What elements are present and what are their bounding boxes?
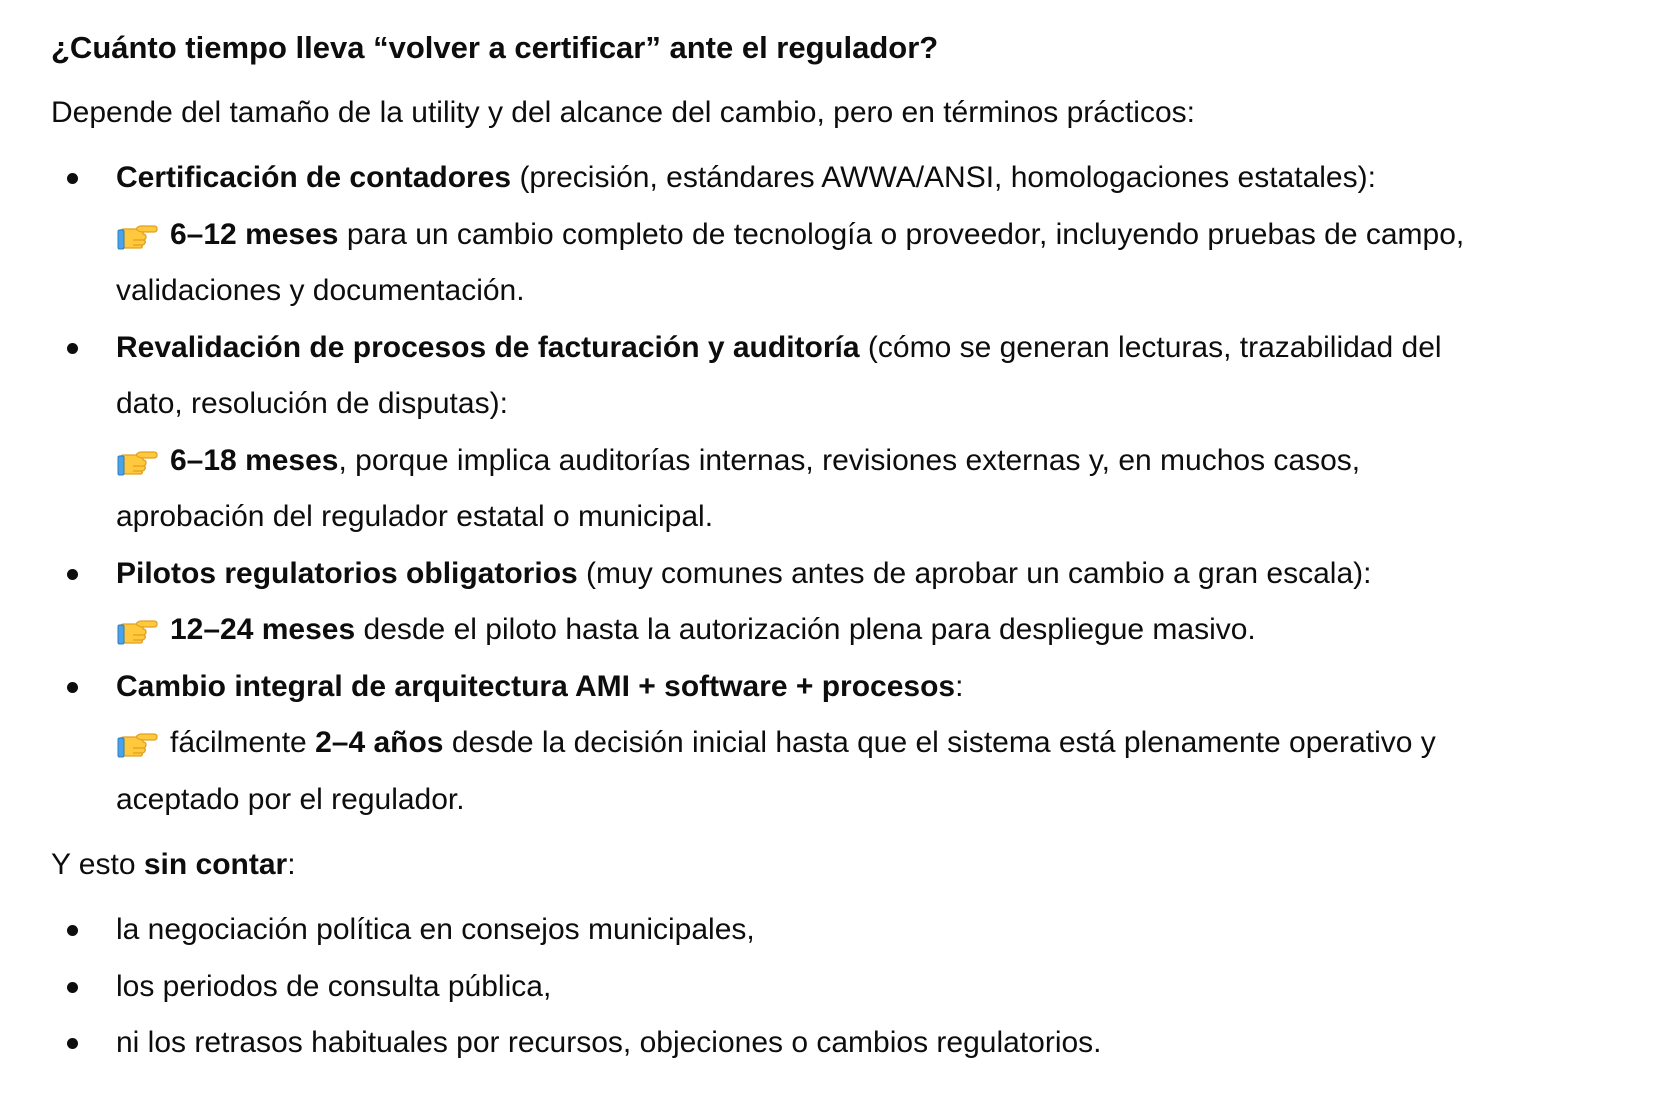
item-title: Certificación de contadores: [116, 161, 512, 194]
item-duration: 12–24 meses: [170, 613, 356, 646]
pointing-right-hand-icon: [116, 213, 158, 243]
item-title-rest-line: dato, resolución de disputas):: [116, 387, 508, 420]
bullet-dot: [67, 1038, 78, 1049]
item-title-line: [116, 546, 1604, 603]
list-item-regulatory-pilots: [51, 546, 1604, 659]
bullet-dot: [67, 682, 78, 693]
pointing-right-hand-icon: [116, 721, 158, 751]
item-rest: desde la decisión inicial hasta que el sistema está plenamente operativo y: [443, 726, 1436, 759]
item-rest-line: validaciones y documentación.: [116, 274, 525, 307]
item-duration: 2–4 años: [315, 726, 444, 759]
item-duration-line: [116, 602, 1604, 659]
list-item-billing-revalidation: [51, 320, 1604, 546]
pointing-right-hand-icon: [116, 439, 158, 469]
item-title-line: [116, 150, 1604, 207]
bullet-dot: [67, 982, 78, 993]
item-rest: para un cambio completo de tecnología o proveedor, incluyendo pruebas de campo,: [338, 217, 1465, 251]
item-title-rest: (cómo se generan lecturas, trazabilidad del: [859, 330, 1442, 364]
extra-item-text: ni los retrasos habituales por recursos, objeciones o cambios regulatorios.: [116, 1026, 1102, 1059]
bullet-dot: [67, 173, 78, 184]
item-duration-line: [116, 715, 1604, 772]
item-duration: 6–18 meses: [170, 443, 339, 477]
item-title: Pilotos regulatorios obligatorios: [116, 556, 578, 590]
closing-paragraph: [51, 842, 1604, 888]
bullet-dot: [67, 569, 78, 580]
bullet-dot: [67, 925, 78, 936]
list-item: [51, 902, 1604, 959]
item-rest-line: aprobación del regulador estatal o municipal.: [116, 500, 714, 533]
list-item-ami-architecture-change: [51, 659, 1604, 829]
item-pre: fácilmente: [170, 726, 316, 759]
item-rest: , porque implica auditorías internas, revisiones externas y, en muchos casos,: [338, 443, 1361, 477]
list-item: [51, 959, 1604, 1016]
item-title-rest: (muy comunes antes de aprobar un cambio a gran escala):: [577, 556, 1372, 590]
closing-bold: sin contar: [143, 848, 288, 881]
item-title: Cambio integral de arquitectura AMI + software + procesos: [116, 669, 956, 703]
extra-list: [51, 902, 1604, 1072]
item-duration: 6–12 meses: [170, 217, 339, 251]
closing-prefix: Y esto: [51, 848, 144, 881]
bullet-dot: [67, 343, 78, 354]
item-rest: desde el piloto hasta la autorización plena para despliegue masivo.: [355, 613, 1256, 646]
item-duration-line: [116, 433, 1604, 490]
timeline-list: [51, 150, 1604, 828]
item-title-rest: (precisión, estándares AWWA/ANSI, homologaciones estatales):: [511, 161, 1376, 194]
item-title: Revalidación de procesos de facturación y auditoría: [116, 330, 860, 364]
intro-paragraph: Depende del tamaño de la utility y del alcance del cambio, pero en términos prácticos:: [51, 96, 1195, 129]
list-item-meter-certification: [51, 150, 1604, 320]
item-title-rest: :: [955, 669, 964, 703]
extra-item-text: los periodos de consulta pública,: [116, 969, 552, 1003]
pointing-right-hand-icon: [116, 608, 158, 638]
list-item: [51, 1015, 1604, 1072]
item-duration-line: [116, 207, 1604, 264]
closing-suffix: :: [287, 848, 296, 881]
item-title-line: [116, 659, 1604, 716]
page-title: ¿Cuánto tiempo lleva “volver a certificar” ante el regulador?: [51, 30, 939, 65]
item-rest-line: aceptado por el regulador.: [116, 782, 465, 816]
item-title-line: [116, 320, 1604, 377]
extra-item-text: la negociación política en consejos municipales,: [116, 913, 755, 946]
